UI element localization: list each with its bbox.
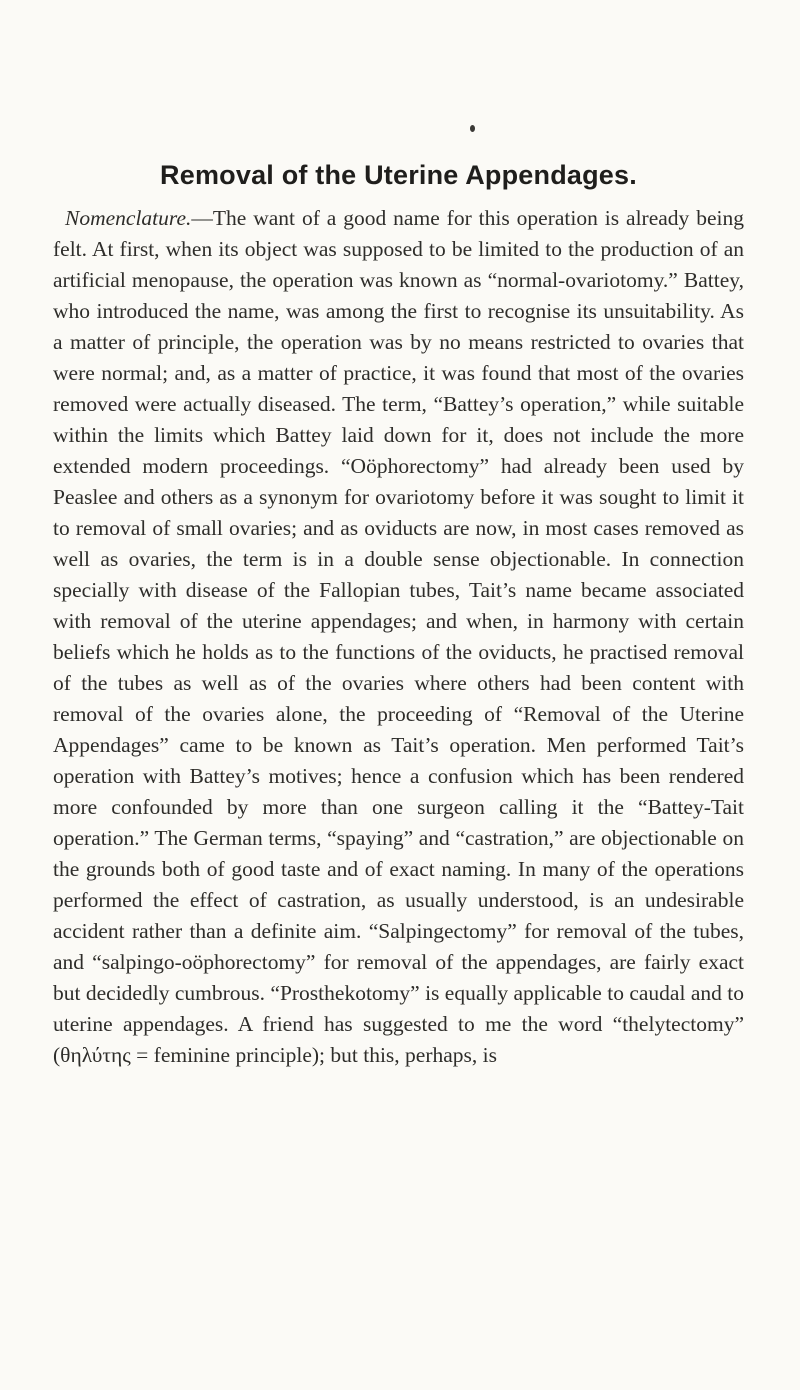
ink-dot — [470, 125, 475, 132]
section-lead: Nomenclature. — [65, 206, 192, 230]
body-paragraph — [53, 203, 744, 1071]
page-title: Removal of the Uterine Appendages. — [160, 160, 637, 190]
paragraph-text: —The want of a good name for this operation is already being felt. At first, when its object was supposed to be limited to the production of an artificial menopause, the operation was known as “normal-ovariotomy.” Battey, who introduced the name, was among the first to recognise its unsuitability. As a matter of principle, the operation was by no means restricted to ovaries that were normal; and, as a matter of practice, it was found that most of the ovaries removed were actually diseased. The term, “Battey’s operation,” while suitable within the limits which Battey laid down for it, does not include the more extended modern proceedings. “Oöphorectomy” had already been used by Peaslee and others as a synonym for ovariotomy before it was sought to limit it to removal of small ovaries; and as oviducts are now, in most cases removed as well as ovaries, the term is in a double sense objectionable. In connection specially with disease of the Fallopian tubes, Tait’s name became associated with removal of the uterine appendages; and when, in harmony with certain beliefs which he holds as to the functions of the oviducts, he practised removal of the tubes as well as of the ovaries where others had been content with removal of the ovaries alone, the proceeding of “Removal of the Uterine Appendages” came to be known as Tait’s operation. Men performed Tait’s operation with Battey’s motives; hence a confusion which has been rendered more confounded by more than one surgeon calling it the “Battey-Tait operation.” The German terms, “spaying” and “castration,” are objectionable on the grounds both of good taste and of exact naming. In many of the operations performed the effect of castration, as usually understood, is an undesirable accident rather than a definite aim. “Salpingectomy” for removal of the tubes, and “salpingo-oöphorectomy” for removal of the appendages, are fairly exact but decidedly cumbrous. “Prosthekotomy” is equally applicable to caudal and to uterine appendages. A friend has suggested to me the word “thelytectomy” (θηλύτης = feminine principle); but this, perhaps, is — [53, 206, 744, 1067]
